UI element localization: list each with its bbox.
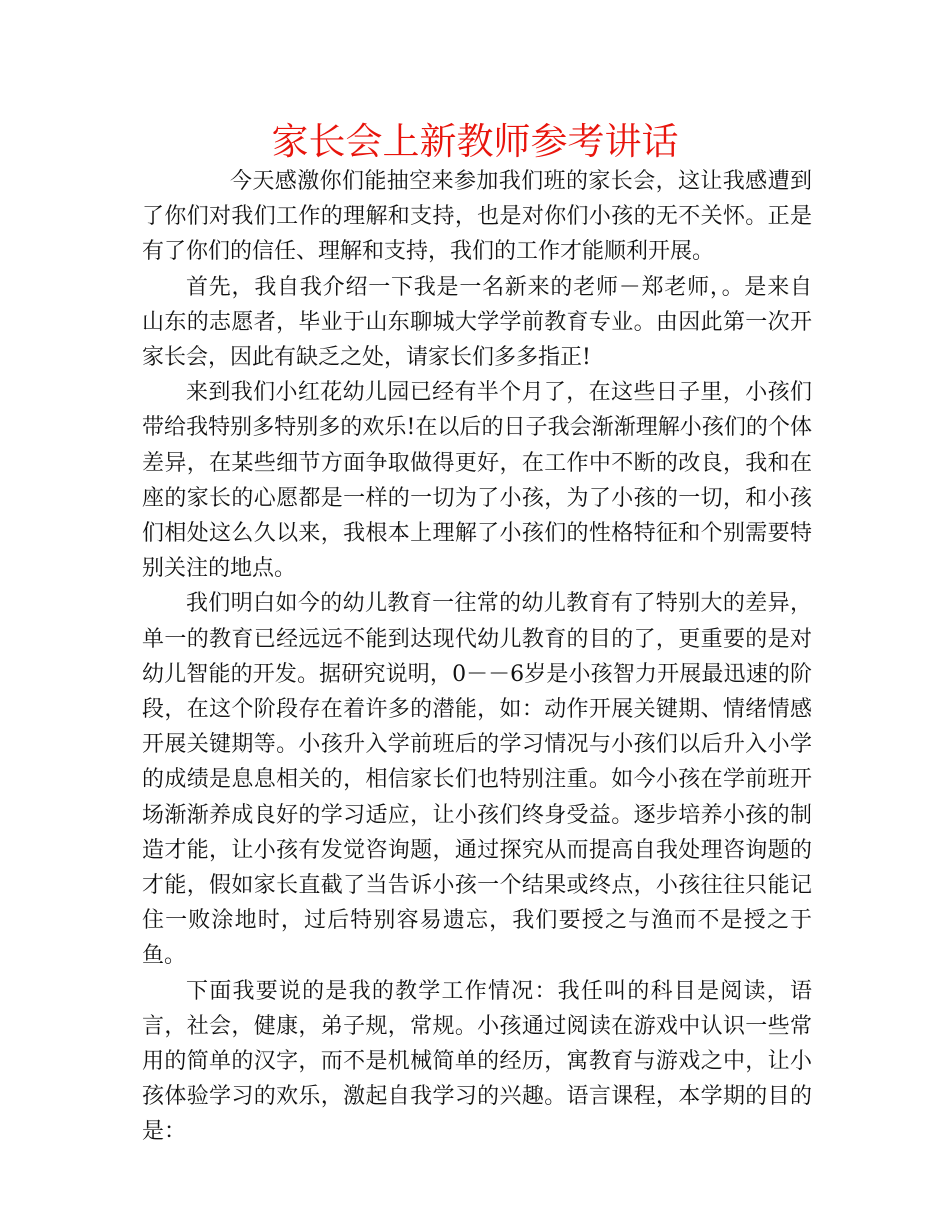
- paragraph-2: 首先，我自我介绍一下我是一名新来的老师－郑老师，。是来自山东的志愿者，毕业于山东聊城大学学前教育专业。由因此第一次开家长会，因此有缺乏之处，请家长们多多指正!: [142, 274, 812, 371]
- paragraph-5: 下面我要说的是我的教学工作情况：我任叫的科目是阅读，语言，社会，健康，弟子规，常规。小孩通过阅读在游戏中认识一些常用的简单的汉字，而不是机械简单的经历，寓教育与游戏之中，让小孩体验学习的欢乐，激起自我学习的兴趣。语言课程，本学期的目的是：: [142, 978, 812, 1145]
- paragraph-4: 我们明白如今的幼儿教育一往常的幼儿教育有了特别大的差异，单一的教育已经远远不能到达现代幼儿教育的目的了，更重要的是对幼儿智能的开发。据研究说明，0－－6岁是小孩智力开展最迅速的阶段，在这个阶段存在着许多的潜能，如：动作开展关键期、情绪情感开展关键期等。小孩升入学前班后的学习情况与小孩们以后升入小学的成绩是息息相关的，相信家长们也特别注重。如今小孩在学前班开场渐渐养成良好的学习适应，让小孩们终身受益。逐步培养小孩的制造才能，让小孩有发觉咨询题，通过探究从而提高自我处理咨询题的才能，假如家长直截了当告诉小孩一个结果或终点，小孩往往只能记住一败涂地时，过后特别容易遗忘，我们要授之与渔而不是授之于鱼。: [142, 591, 812, 969]
- document-body: [142, 164, 812, 1150]
- paragraph-1: 今天感激你们能抽空来参加我们班的家长会，这让我感遭到了你们对我们工作的理解和支持，也是对你们小孩的无不关怀。正是有了你们的信任、理解和支持，我们的工作才能顺利开展。: [142, 169, 812, 265]
- paragraph-3: 来到我们小红花幼儿园已经有半个月了，在这些日子里，小孩们带给我特别多特别多的欢乐!在以后的日子我会渐渐理解小孩们的个体差异，在某些细节方面争取做得更好，在工作中不断的改良，我和在座的家长的心愿都是一样的一切为了小孩，为了小孩的一切，和小孩们相处这么久以来，我根本上理解了小孩们的性格特征和个别需要特别关注的地点。: [142, 380, 812, 582]
- document-title: 家长会上新教师参考讲话: [271, 120, 679, 163]
